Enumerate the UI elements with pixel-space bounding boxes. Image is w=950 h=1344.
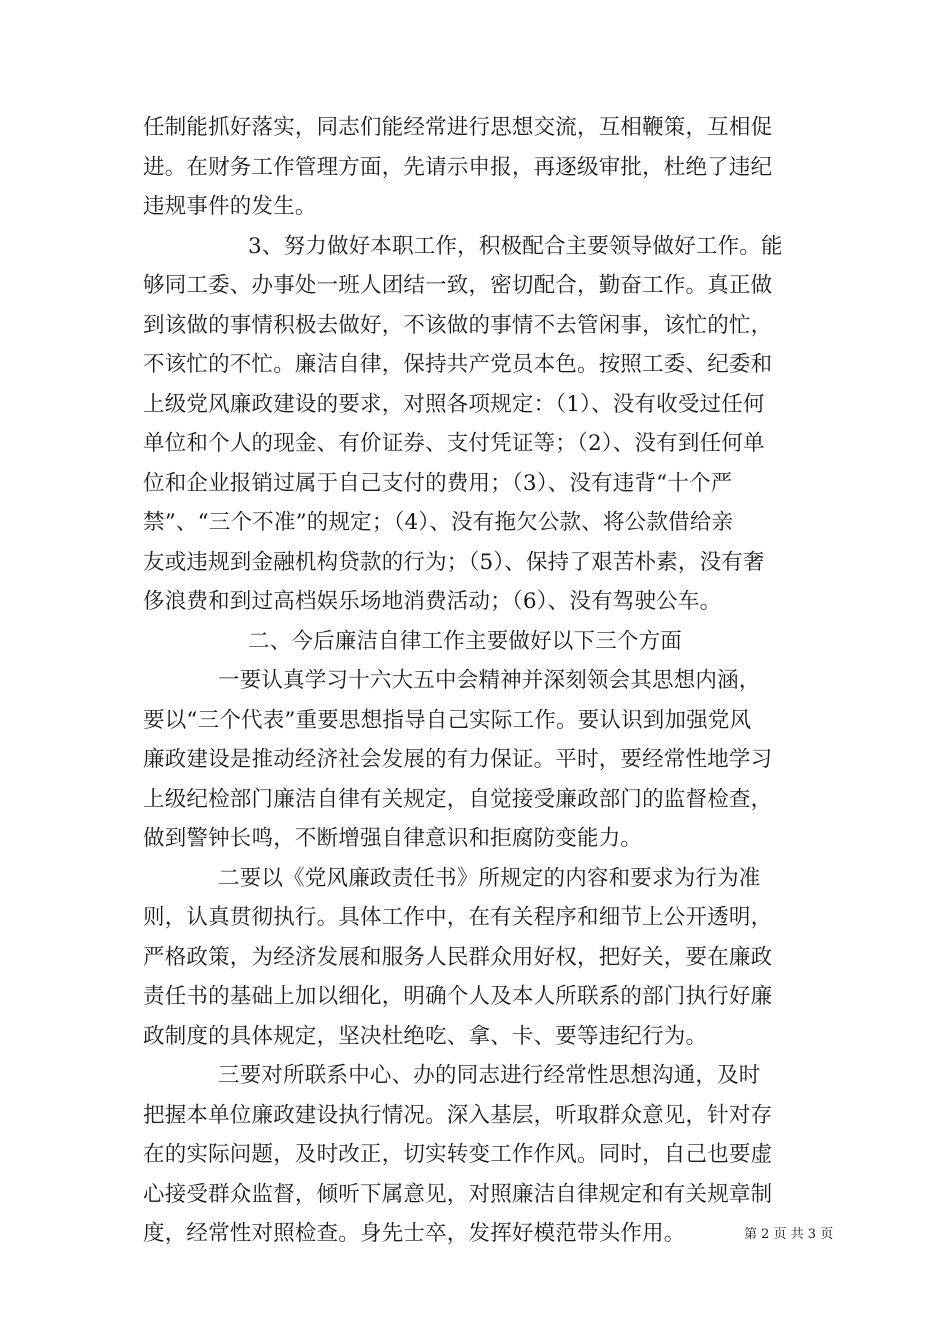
paragraph-start-line: 二要以《党风廉政责任书》所规定的内容和要求为行为准 (218, 865, 761, 891)
text-line: 严格政策，为经济发展和服务人民群众用好权，把好关，要在廉政 (143, 944, 773, 970)
text-line: 度，经常性对照检查。身先士卒，发挥好模范带头作用。 (143, 1221, 686, 1246)
text-line: 上级党风廉政建设的要求，对照各项规定：（1）、没有收受过任何 (143, 391, 765, 417)
text-line: 廉政建设是推动经济社会发展的有力保证。平时，要经常性地学习 (143, 747, 773, 772)
text-line: 够同工委、办事处一班人团结一致，密切配合，勤奋工作。真正做 (143, 273, 773, 298)
section-heading: 二、今后廉洁自律工作主要做好以下三个方面 (248, 628, 683, 654)
document-body (143, 108, 809, 1254)
text-line: 政制度的具体规定，坚决杜绝吃、拿、卡、要等违纪行为。 (143, 1023, 708, 1049)
text-line: 单位和个人的现金、有价证券、支付凭证等；（2）、没有到任何单 (143, 431, 765, 456)
text-line: 上级纪检部门廉洁自律有关规定，自觉接受廉政部门的监督检查， (143, 786, 773, 812)
text-line: 进。在财务工作管理方面，先请示申报，再逐级审批，杜绝了违纪 (143, 154, 773, 180)
page-number: 第 2 页 共 3 页 (744, 1227, 834, 1242)
text-line: 到该做的事情积极去做好，不该做的事情不去管闲事，该忙的忙， (143, 312, 773, 338)
text-line: 侈浪费和到过高档娱乐场地消费活动；（6）、没有驾驶公车。 (143, 589, 722, 614)
text-line: 则，认真贯彻执行。具体工作中，在有关程序和细节上公开透明， (143, 905, 773, 930)
paragraph-start-line: 一要认真学习十六大五中会精神并深刻领会其思想内涵， (218, 668, 761, 693)
text-line: 责任书的基础上加以细化，明确个人及本人所联系的部门执行好廉 (143, 984, 773, 1009)
text-line: 违规事件的发生。 (143, 194, 317, 219)
text-line: 心接受群众监督，倾听下属意见，对照廉洁自律规定和有关规章制 (143, 1181, 773, 1207)
text-line: 做到警钟长鸣，不断增强自律意识和拒腐防变能力。 (143, 826, 643, 851)
text-line: 友或违规到金融机构贷款的行为；（5）、保持了艰苦朴素，没有奢 (143, 549, 765, 575)
text-line: 在的实际问题，及时改正，切实转变工作作风。同时，自己也要虚 (143, 1142, 773, 1167)
text-line: 要以“三个代表”重要思想指导自己实际工作。要认识到加强党风 (143, 707, 752, 733)
text-line: 任制能抓好落实，同志们能经常进行思想交流，互相鞭策，互相促 (143, 115, 773, 140)
text-line: 位和企业报销过属于自己支付的费用；（3）、没有违背“十个严 (143, 470, 733, 496)
text-line: 禁”、“三个不准”的规定；（4）、没有拖欠公款、将公款借给亲 (143, 510, 734, 535)
text-line: 把握本单位廉政建设执行情况。深入基层，听取群众意见，针对存 (143, 1102, 773, 1128)
text-line: 不该忙的不忙。廉洁自律，保持共产党员本色。按照工委、纪委和 (143, 352, 773, 377)
paragraph-start-line: 三要对所联系中心、办的同志进行经常性思想沟通，及时 (218, 1063, 761, 1088)
paragraph-start-line: 3、努力做好本职工作，积极配合主要领导做好工作。能 (248, 233, 783, 259)
